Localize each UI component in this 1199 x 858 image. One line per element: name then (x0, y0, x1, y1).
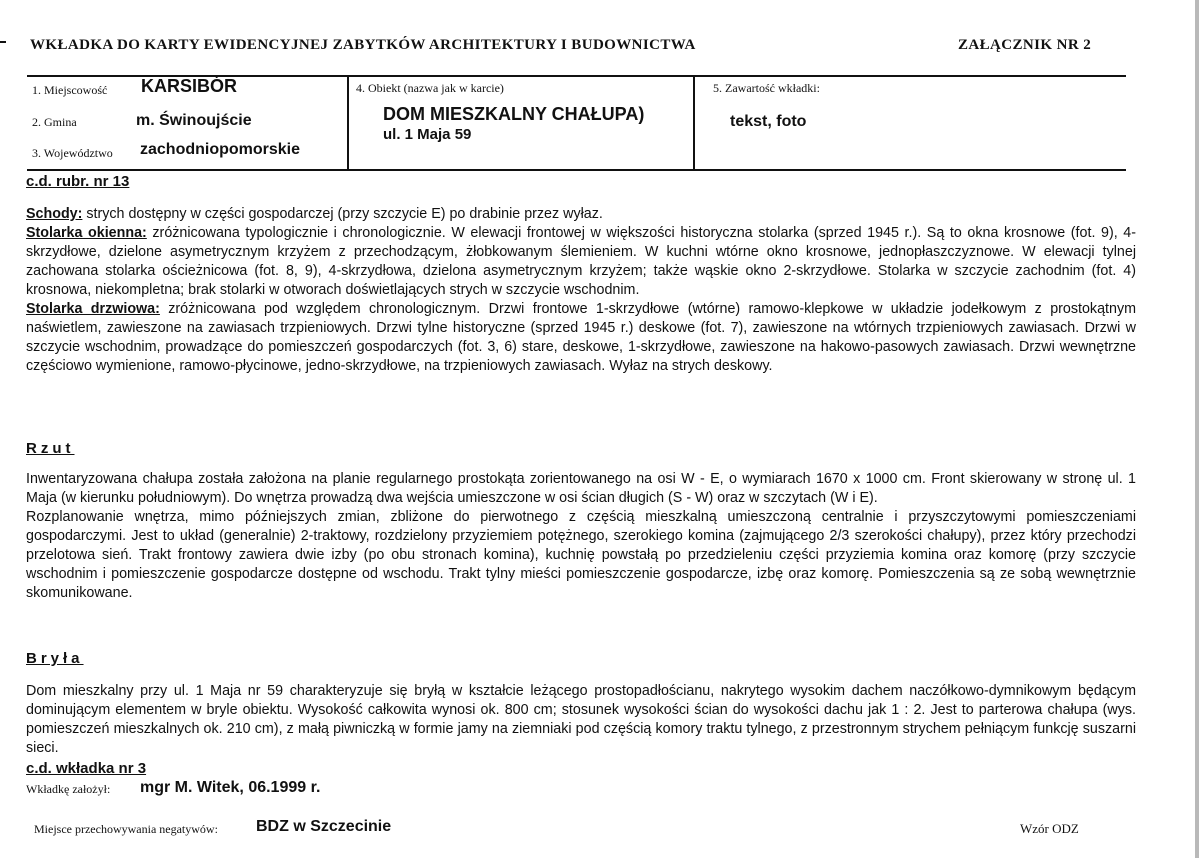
schody-text: strych dostępny w części gospodarczej (przy szczycie E) po drabinie przez wyłaz. (82, 206, 603, 222)
rzut-heading: Rzut (26, 440, 75, 457)
gmina-label: 2. Gmina (32, 115, 77, 129)
wojewodztwo-value: zachodniopomorskie (140, 141, 301, 158)
gmina-value: m. Świnoujście (136, 112, 252, 129)
wojewodztwo-label: 3. Województwo (32, 146, 113, 160)
scan-mark (0, 41, 6, 43)
stolarka-okienna-paragraph (26, 224, 1136, 300)
storage-value: BDZ w Szczecinie (256, 818, 392, 835)
stolarka-drzwiowa-text: zróżnicowana pod względem chronologicznym. Drzwi frontowe 1-skrzydłowe (wtórne) ramowo-klepkowe w układzie jodełkowym z prostokątnym naświetlem, zawieszone na zawiasach trzpieniowych. Drzwi tylne historyczne (sprzed 1945 r.) deskowe (fot. 7), zawieszone na wtórnych trzpieniowych zawiasach. Drzwi w szczycie wschodnim, prowadzące do pomieszczeń gospodarczych (fot. 3, 6) stare, deskowe, 1-skrzydłowe, zawieszone na hakowo-pasowych zawiasach. Drzwi wewnętrzne częściowo wymienione, ramowo-płycinowe, jedno-skrzydłowe, na trzpieniowych zawiasach. Wyłaz na strych deskowy. (26, 301, 1137, 374)
bryla-heading: Bryła (26, 650, 84, 667)
schody-paragraph (26, 205, 1136, 224)
continuation-note: c.d. wkładka nr 3 (26, 760, 147, 777)
bryla-block (26, 682, 1136, 758)
scan-edge (1195, 0, 1199, 858)
miejscowosc-value: KARSIBÓR (141, 76, 238, 96)
form-pattern: Wzór ODZ (1020, 821, 1079, 836)
zawartosc-value: tekst, foto (730, 113, 807, 130)
zawartosc-label: 5. Zawartość wkładki: (713, 81, 820, 95)
divider-2 (693, 76, 695, 170)
bottom-rule (27, 169, 1126, 171)
document-title: WKŁADKA DO KARTY EWIDENCYJNEJ ZABYTKÓW ARCHITEKTURY I BUDOWNICTWA (30, 37, 696, 53)
stolarka-okienna-term: Stolarka okienna: (26, 225, 147, 241)
rzut-paragraph-2: Rozplanowanie wnętrza, mimo późniejszych zmian, zbliżone do pierwotnego z częścią mieszkalną umieszczoną centralnie i przyszczytowymi pomieszczeniami gospodarczymi. Jest to układ (generalnie) 2-traktowy, rozdzielony przyziemiem potężnego, szerokiego komina (zajmującego 2/3 szerokości chałupy), przez który przechodzi przelotowa sień. Trakt frontowy zawiera dwie izby (po obu stronach komina), kuchnię powstałą po przedzieleniu części przyziemia komina oraz komorę (przy szczycie wschodnim i pomieszczenie gospodarcze dostępne od wschodu. Trakt tylny mieści pomieszczenie gospodarcze, izbę oraz komorę. Pomieszczenia są ze sobą wewnętrznie skomunikowane. (26, 509, 1136, 601)
attachment-number: ZAŁĄCZNIK NR 2 (958, 37, 1092, 53)
rzut-paragraph-1: Inwentaryzowana chałupa została założona na planie regularnego prostokąta zorientowanego na osi W - E, o wymiarach 1670 x 1000 cm. Front skierowany w stronę ul. 1 Maja (w kierunku południowym). Do wnętrza prowadzą dwa wejścia umieszczone w osi ścian długich (S - W) oraz w szczytach (W i E). (26, 471, 1136, 506)
rzut-block (26, 470, 1136, 603)
author-label: Wkładkę założył: (26, 782, 111, 796)
stolarka-drzwiowa-term: Stolarka drzwiowa: (26, 301, 160, 317)
author-value: mgr M. Witek, 06.1999 r. (140, 779, 321, 796)
schody-term: Schody: (26, 206, 83, 222)
section-reference: c.d. rubr. nr 13 (26, 173, 130, 190)
miejscowosc-label: 1. Miejscowość (32, 83, 108, 97)
stolarka-drzwiowa-paragraph (26, 300, 1136, 376)
obiekt-name: DOM MIESZKALNY CHAŁUPA) (383, 104, 645, 124)
stolarka-okienna-text: zróżnicowana typologicznie i chronologicznie. W elewacji frontowej w większości historyczna stolarka (sprzed 1945 r.). Są to okna krosnowe (fot. 9), 4-skrzydłowe, dzielone asymetrycznym krzyżem z przechodzącym, żłobkowanym ślemieniem. W kuchni wtórne okno krosnowe, jednopłaszczyznowe. W elewacji tylnej zachowana stolarka ościeżnicowa (fot. 8, 9), 4-skrzydłowa, dzielona asymetrycznym krzyżem; także wąskie okno 2-skrzydłowe. Stolarka w szczycie zachodnim (fot. 4) krosnowa, niekompletna; brak stolarki w otworach doświetlających strych w szczycie wschodnim. (26, 225, 1136, 298)
obiekt-label: 4. Obiekt (nazwa jak w karcie) (356, 81, 504, 95)
storage-label: Miejsce przechowywania negatywów: (34, 822, 218, 836)
description-block (26, 205, 1136, 376)
bryla-paragraph: Dom mieszkalny przy ul. 1 Maja nr 59 charakteryzuje się bryłą w kształcie leżącego prostopadłościanu, nakrytego wysokim dachem naczółkowo-dymnikowym będącym dominującym elementem w bryle obiektu. Wysokość całkowita wynosi ok. 800 cm; stosunek wysokości ścian do wysokości dachu jak 1 : 2. Jest to parterowa chałupa (wys. pomieszczeń mieszkalnych ok. 210 cm), z małą piwniczką w formie jamy na ziemniaki pod częścią komory traktu tylnego, z przestronnym strychem pełniącym funkcję suszarni sieci. (26, 683, 1136, 756)
obiekt-address: ul. 1 Maja 59 (383, 126, 472, 143)
divider-1 (347, 76, 349, 170)
